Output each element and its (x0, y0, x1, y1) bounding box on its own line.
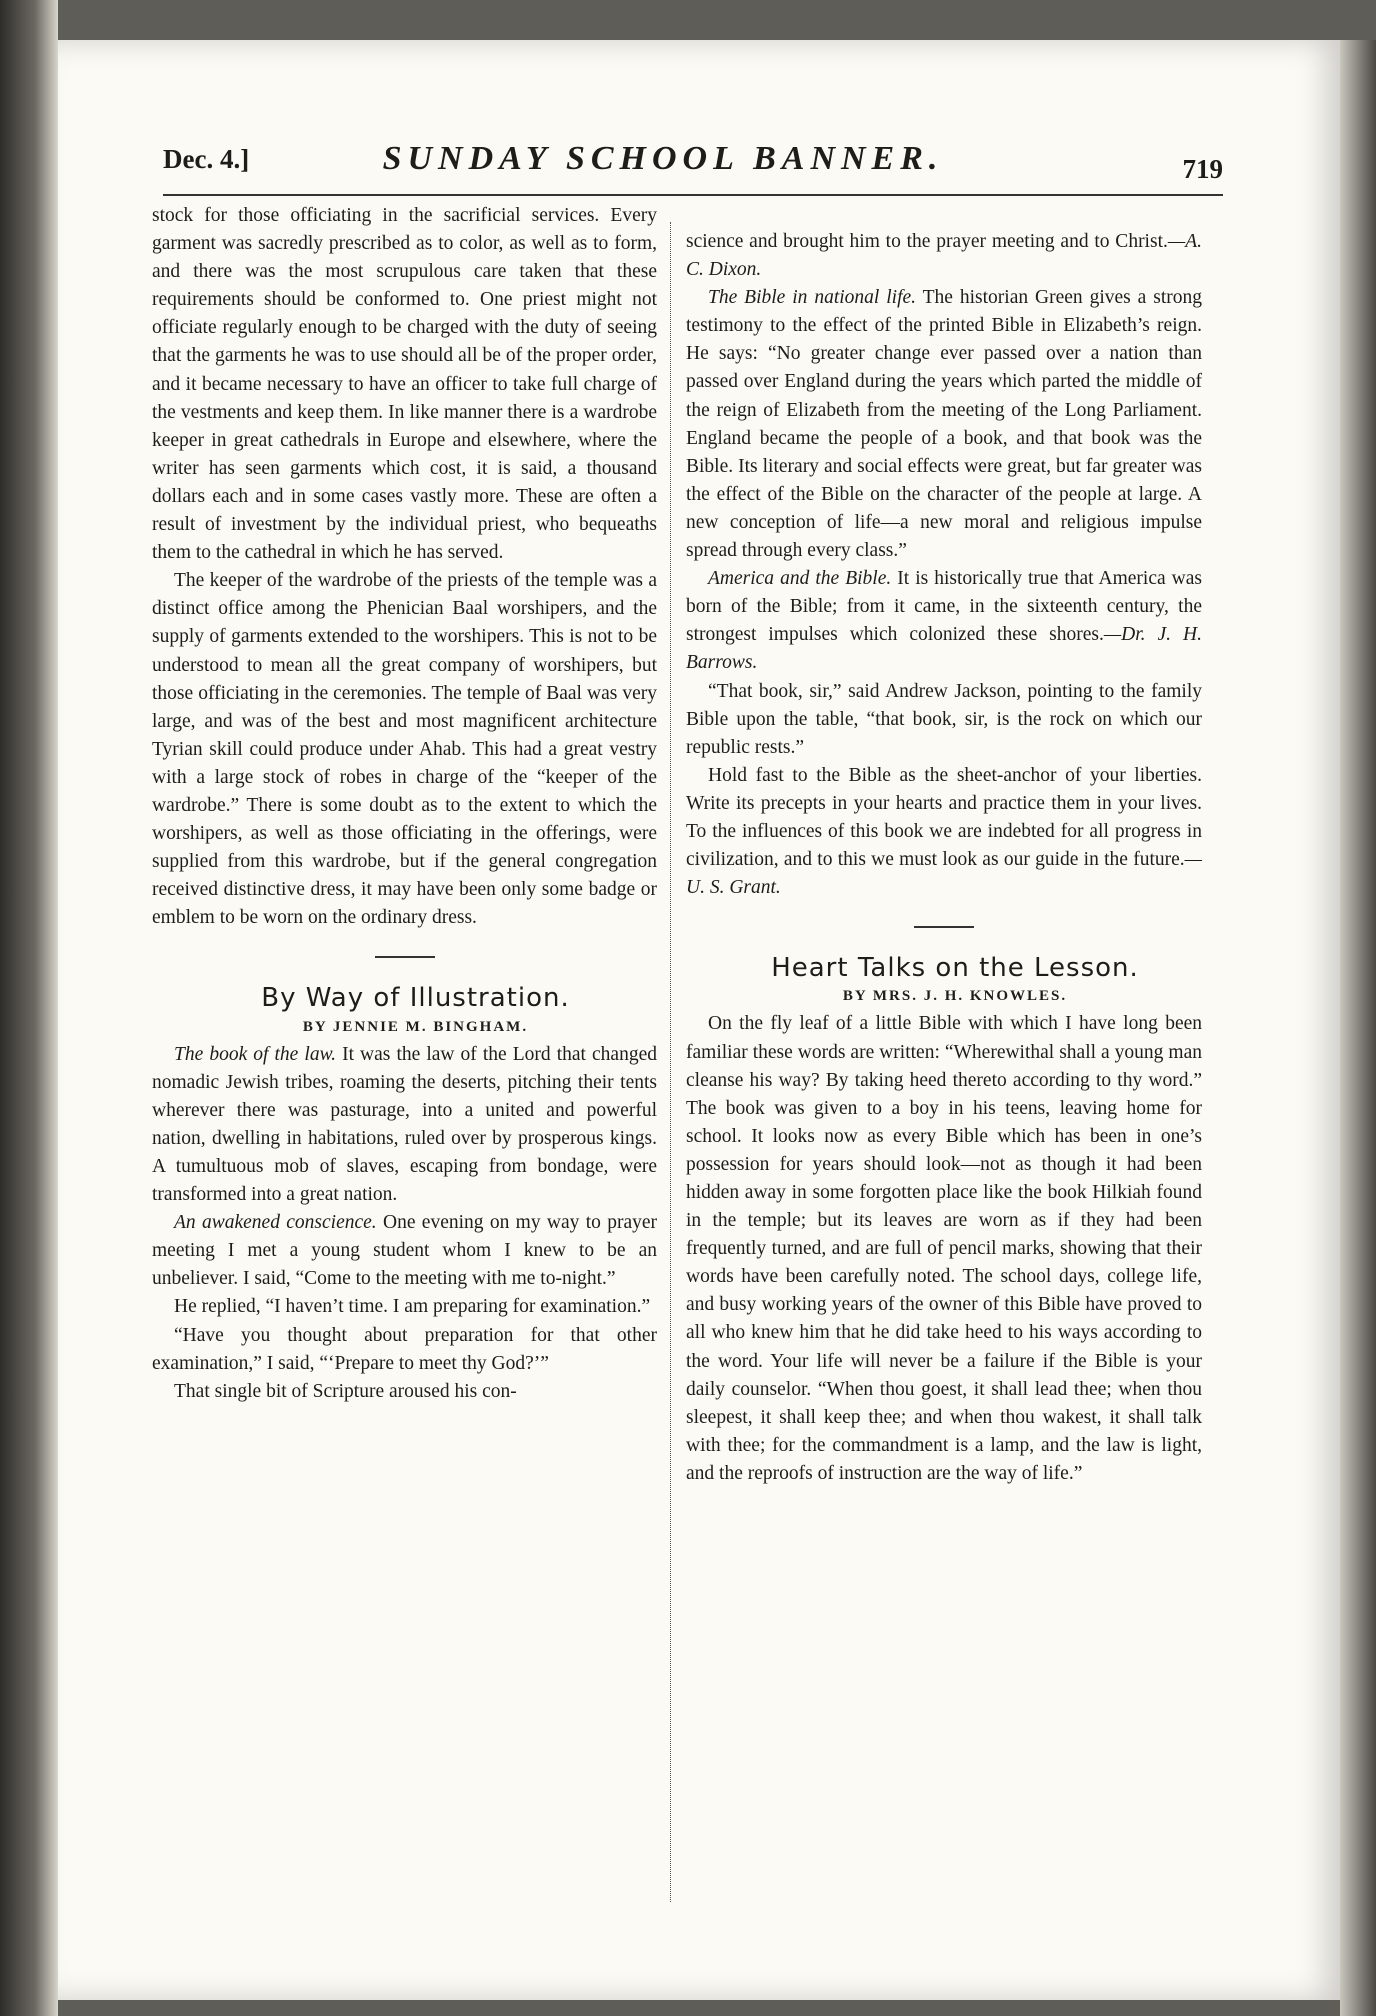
paragraph: On the fly leaf of a little Bible with which I have long been familiar these words are written: “Wherewithal shall a young man cleanse his way? By taking heed thereto according to thy word.” The book was given to a boy in his teens, leaving home for school. It looks now as every Bible which has been in one’s possession for years should look—not as though it had been hidden away in some forgotten place like the book Hilkiah found in the temple; but its leaves are worn as if they had been frequently turned, and are full of pencil marks, showing that their words have been carefully noted. The school days, college life, and busy working years of the owner of this Bible have proved to all who knew him that he did take heed to his ways according to the word. Your life will never be a failure if the Bible is your daily counselor. “When thou goest, it shall lead thee; when thou sleepest, it shall keep thee; and when thou wakest, it shall talk with thee; for the commandment is a lamp, and the law is light, and the reproofs of instruction are the way of life.” (686, 1013, 1202, 1484)
attribution: —A. C. Dixon. (686, 231, 1202, 281)
paragraph-lead: America and the Bible. (708, 568, 892, 590)
column-divider (670, 222, 671, 1902)
byline: BY JENNIE M. BINGHAM. (302, 1018, 529, 1035)
paragraph: stock for those officiating in the sacrificial services. Every garment was sacredly prescribed as to color, as well as to form, and there was the most scrupulous care taken that these requirements should be conformed to. One priest might not officiate regularly enough to be charged with the duty of seeing that the garments he was to use should all be of the proper order, and it became necessary to have an officer to take full charge of the vestments and keep them. In like manner there is a wardrobe keeper in great cathedrals in Europe and elsewhere, where the writer has seen garments which cost, it is said, a thousand dollars each and in some cases vastly more. These are often a result of investment by the individual priest, who bequeaths them to the cathedral in which he has served. (152, 205, 657, 564)
paragraph-lead: The book of the law. (174, 1043, 337, 1065)
paragraph (686, 284, 1202, 565)
paragraph-lead: An awakened conscience. (174, 1212, 377, 1234)
section-title: By Way of Illustration. (261, 983, 570, 1014)
attribution: —U. S. Grant. (686, 849, 1202, 899)
paragraph-text: One evening on my way to prayer meeting I met a young student whom I knew to be an unbeliever. I said, “Come to the meeting with me to-night.” (152, 1212, 657, 1290)
section-separator (914, 926, 974, 928)
book-gutter (0, 0, 58, 2016)
paragraph (686, 228, 1202, 284)
page-header (103, 132, 1223, 192)
header-date: Dec. 4.] (163, 144, 250, 174)
header-title: SUNDAY SCHOOL BANNER. (382, 140, 944, 177)
paragraph (152, 1041, 657, 1210)
paragraph (152, 1209, 657, 1293)
paragraph: “Have you thought about preparation for that other examination,” I said, “‘Prepare to meet thy God?’” (152, 1324, 657, 1374)
paragraph: He replied, “I haven’t time. I am preparing for examination.” (174, 1296, 651, 1318)
right-column (686, 228, 1202, 1488)
paragraph-text: It was the law of the Lord that changed nomadic Jewish tribes, roaming the deserts, pitching their tents wherever there was pasturage, into a united and powerful nation, dwelling in habitations, ruled over by prosperous kings. A tumultuous mob of slaves, escaping from bondage, were transformed into a great nation. (152, 1043, 657, 1206)
section-title: Heart Talks on the Lesson. (771, 953, 1139, 984)
left-column (152, 202, 657, 1406)
page-edge (1340, 40, 1376, 2016)
paragraph-text: science and brought him to the prayer meeting and to Christ. (686, 231, 1168, 252)
attribution: —Dr. J. H. Barrows. (686, 624, 1202, 674)
paragraph-text: The historian Green gives a strong testimony to the effect of the printed Bible in Elizabeth’s reign. He says: “No greater change ever passed over a nation than passed over England during the years which parted the middle of the reign of Elizabeth from the meeting of the Long Parliament. England became the people of a book, and that book was the Bible. Its literary and social effects were great, but far greater was the effect of the Bible on the character of the people at large. A new conception of life—a new moral and religious impulse spread through every class.” (686, 287, 1202, 562)
byline: BY MRS. J. H. KNOWLES. (842, 988, 1068, 1005)
paragraph: That single bit of Scripture aroused his con- (174, 1380, 517, 1402)
page-number: 719 (1182, 154, 1223, 184)
paragraph: The keeper of the wardrobe of the priests of the temple was a distinct office among the Phenician Baal worshipers, and the supply of garments extended to the worshipers. This is not to be understood to mean all the great company of worshipers, but those officiating in the ceremonies. The temple of Baal was very large, and was of the best and most magnificent architecture Tyrian skill could produce under Ahab. This had a great vestry with a large stock of robes in charge of the “keeper of the wardrobe.” There is some doubt as to the extent to which the worshipers, as well as those officiating in the offerings, were supplied from this wardrobe, but if the general congregation received distinctive dress, it may have been only some badge or emblem to be worn on the ordinary dress. (152, 570, 657, 929)
paragraph: “That book, sir,” said Andrew Jackson, pointing to the family Bible upon the table, “that book, sir, is the rock on which our republic rests.” (686, 680, 1202, 758)
section-separator (375, 956, 435, 958)
paragraph (686, 565, 1202, 677)
paragraph-lead: The Bible in national life. (708, 287, 917, 309)
paragraph-text: It is historically true that America was born of the Bible; from it came, in the sixteenth century, the strongest impulses which colonized these shores. (686, 568, 1202, 646)
header-rule (163, 194, 1223, 196)
paragraph (686, 762, 1202, 902)
paragraph-text: Hold fast to the Bible as the sheet-anchor of your liberties. Write its precepts in your hearts and practice them in your lives. To the influences of this book we are indebted for all progress in civilization, and to this we must look as our guide in the future. (686, 764, 1202, 871)
